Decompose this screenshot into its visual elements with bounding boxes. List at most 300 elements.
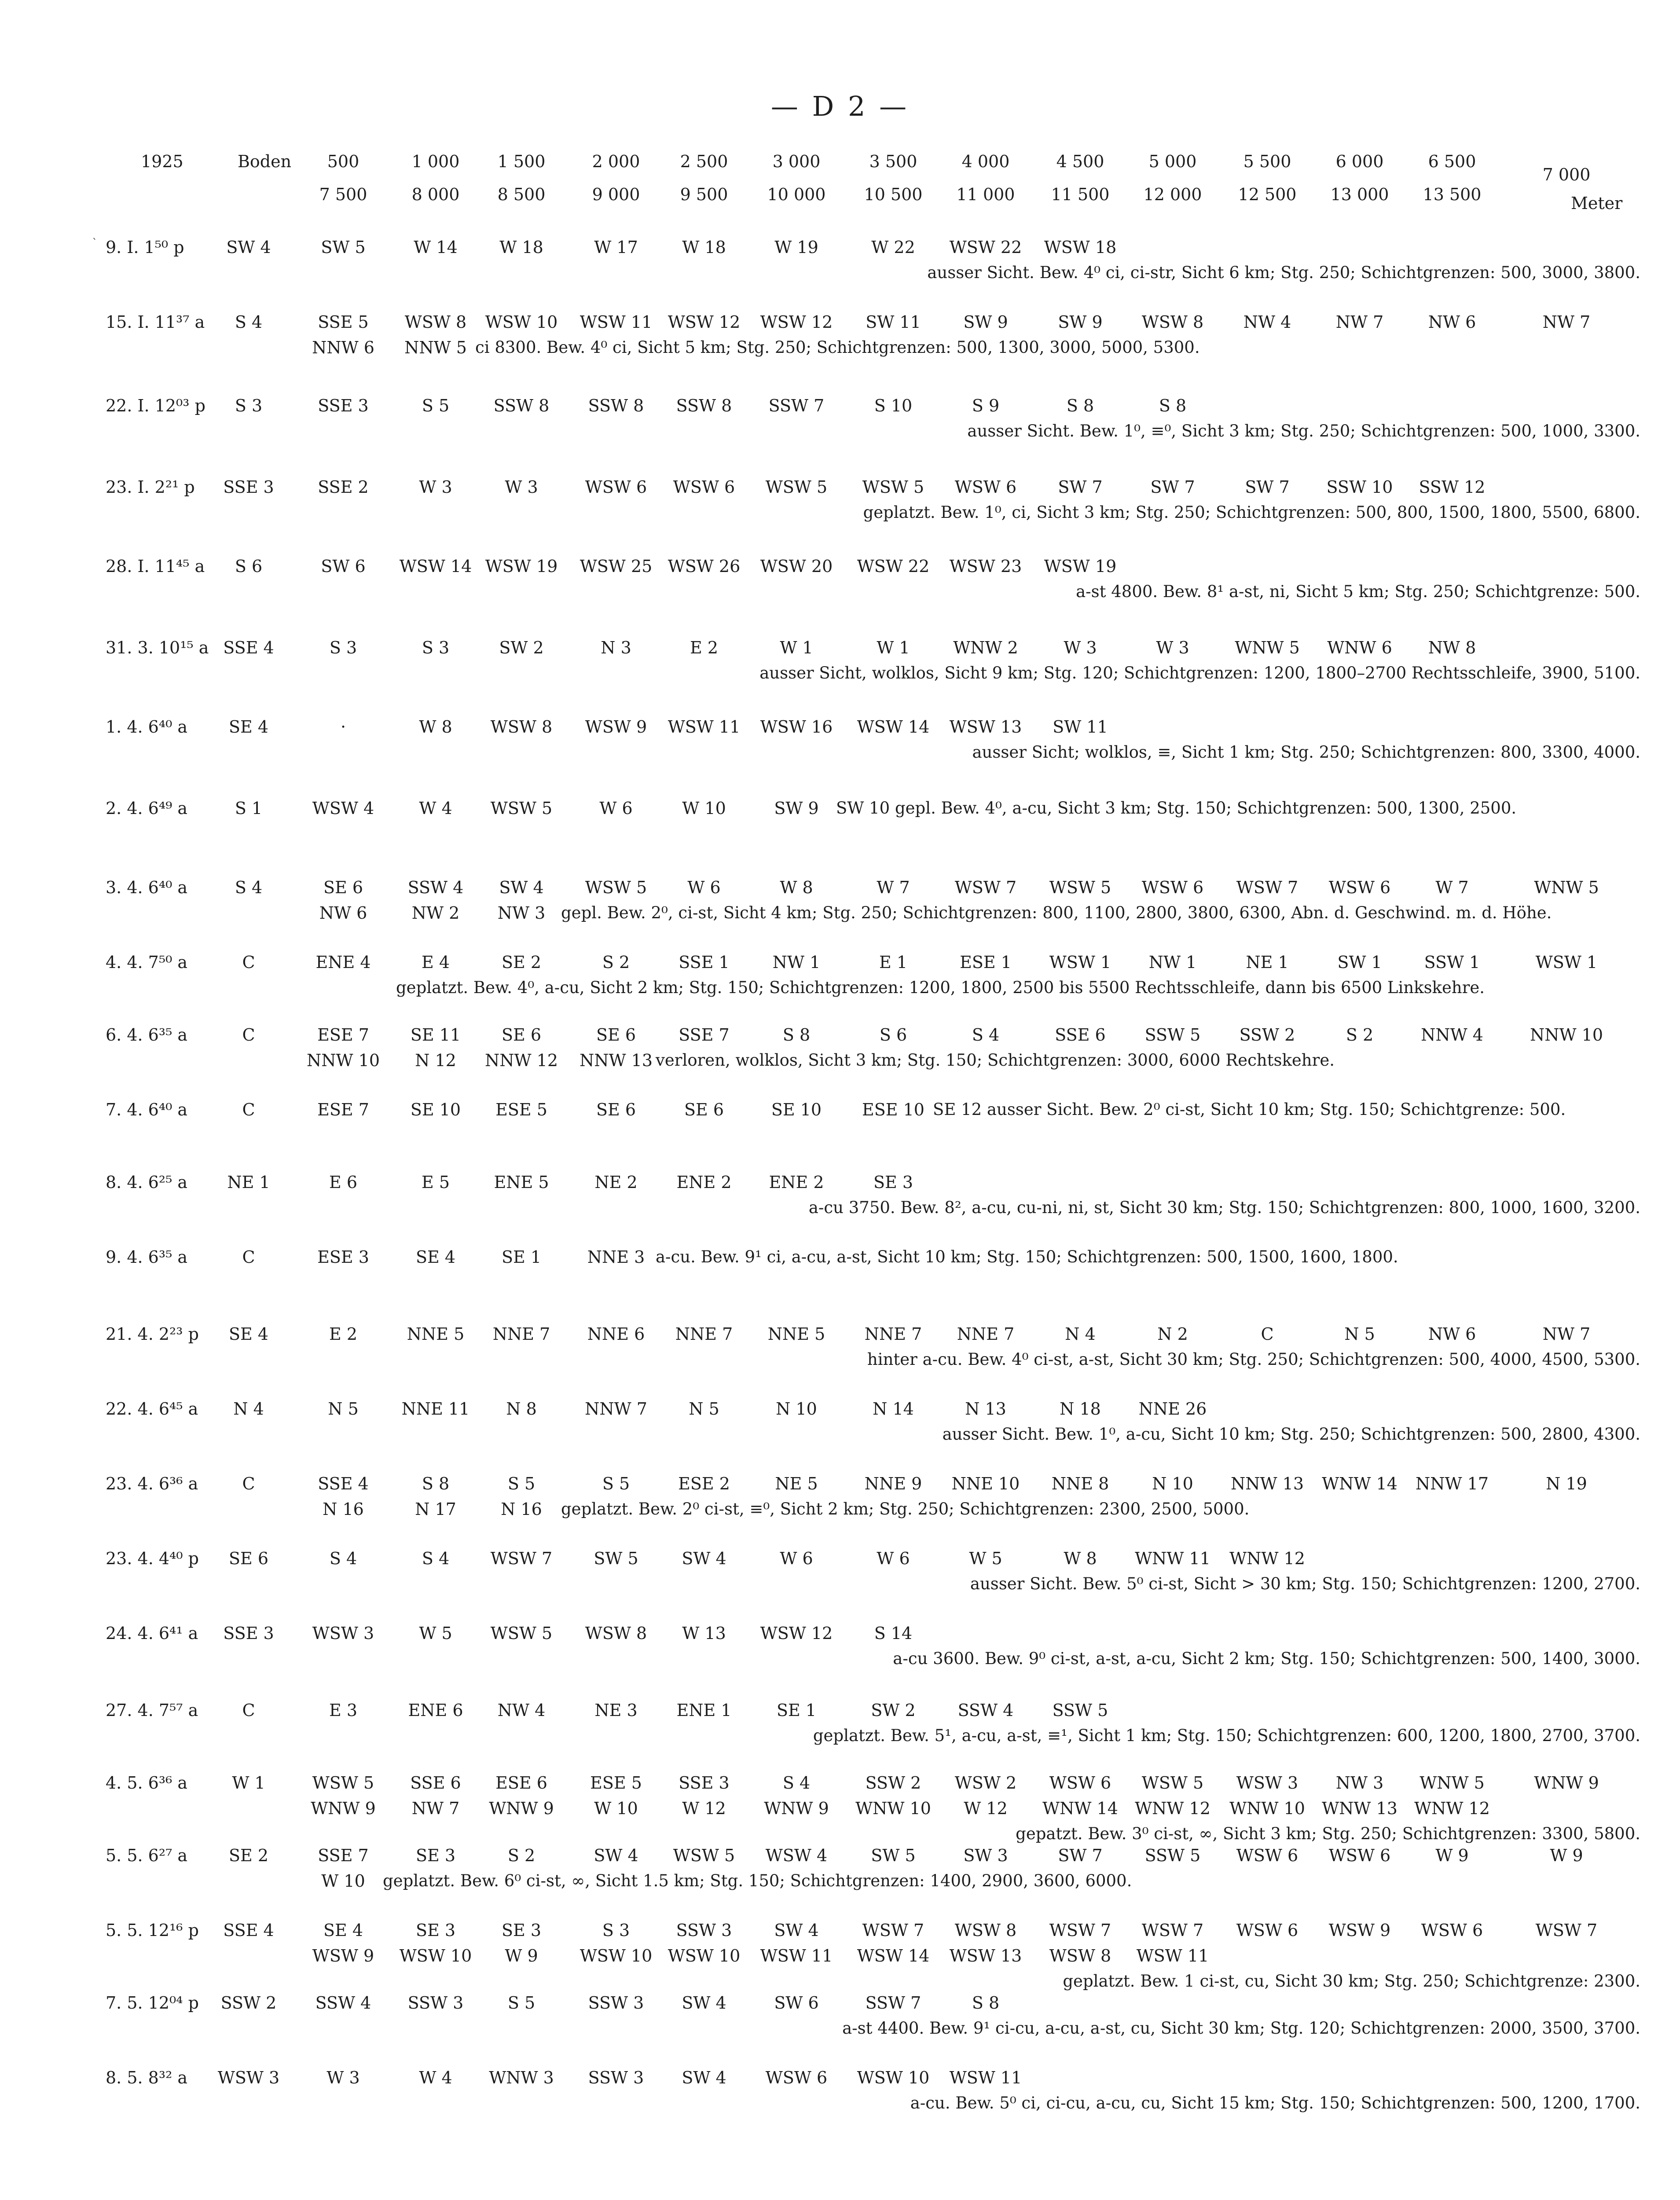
wind-value: WNW 9 xyxy=(1534,1773,1599,1793)
observation-date: 5. 5. 12¹⁶ p xyxy=(106,1921,199,1940)
wind-value: SW 6 xyxy=(321,557,366,576)
wind-value: NNE 10 xyxy=(951,1474,1020,1493)
wind-value: S 8 xyxy=(782,1025,811,1045)
wind-value: S 2 xyxy=(602,953,630,972)
wind-value: SSE 7 xyxy=(679,1025,730,1045)
observation-row xyxy=(0,1100,1680,1166)
wind-value: SSE 3 xyxy=(318,396,369,415)
wind-value: W 3 xyxy=(326,2068,360,2087)
wind-value-upper: WNW 10 xyxy=(1229,1799,1305,1818)
wind-value: SW 2 xyxy=(499,638,544,657)
wind-value: N 4 xyxy=(233,1399,264,1419)
wind-value: SSE 6 xyxy=(410,1773,461,1793)
wind-value: WSW 22 xyxy=(857,557,930,576)
wind-value: S 10 xyxy=(874,396,913,415)
wind-value: NW 3 xyxy=(1335,1773,1384,1793)
wind-value-upper: WNW 13 xyxy=(1322,1799,1398,1818)
wind-value: SSW 5 xyxy=(1144,1025,1201,1045)
wind-value: WSW 1 xyxy=(1535,953,1598,972)
wind-value: W 6 xyxy=(599,799,633,818)
wind-value: ESE 6 xyxy=(495,1773,547,1793)
wind-value: WSW 4 xyxy=(312,799,374,818)
wind-value: W 1 xyxy=(780,638,813,657)
wind-value-upper: WSW 8 xyxy=(1049,1946,1111,1965)
wind-value-upper: W 12 xyxy=(964,1799,1008,1818)
column-header-year: 1925 xyxy=(141,152,183,171)
wind-value: NNE 7 xyxy=(675,1324,733,1344)
wind-value: SW 9 xyxy=(1058,312,1103,332)
wind-value: C xyxy=(242,1100,255,1119)
wind-value: S 2 xyxy=(507,1846,536,1865)
wind-value: SW 4 xyxy=(499,878,544,897)
wind-value-upper: N 16 xyxy=(323,1500,364,1519)
wind-value: WSW 12 xyxy=(760,1624,833,1643)
wind-value-upper: WNW 9 xyxy=(764,1799,829,1818)
wind-value: SSE 4 xyxy=(223,1921,274,1940)
wind-value: W 5 xyxy=(419,1624,452,1643)
observation-date: 9. 4. 6³⁵ a xyxy=(106,1247,188,1267)
wind-value: S 5 xyxy=(422,396,450,415)
observation-row xyxy=(0,2068,1680,2134)
observation-row xyxy=(0,717,1680,783)
observation-date: 27. 4. 7⁵⁷ a xyxy=(106,1701,198,1720)
wind-value: WSW 5 xyxy=(862,477,924,497)
wind-value: ENE 5 xyxy=(494,1173,549,1192)
wind-value: N 5 xyxy=(1344,1324,1375,1344)
wind-value: NW 4 xyxy=(1243,312,1291,332)
wind-value: ESE 7 xyxy=(317,1100,369,1119)
wind-value: W 8 xyxy=(1064,1549,1097,1568)
wind-value: SW 2 xyxy=(871,1701,916,1720)
wind-value: SW 4 xyxy=(682,2068,726,2087)
observation-row xyxy=(0,1173,1680,1239)
wind-value: NNE 7 xyxy=(492,1324,550,1344)
wind-value: WSW 5 xyxy=(673,1846,735,1865)
altitude-label: 13 500 xyxy=(1423,185,1482,204)
wind-value: WSW 10 xyxy=(857,2068,930,2087)
wind-value-upper: WNW 9 xyxy=(489,1799,554,1818)
wind-value: WSW 6 xyxy=(765,2068,828,2087)
wind-value-upper: WNW 14 xyxy=(1042,1799,1118,1818)
wind-value: WSW 19 xyxy=(1044,557,1117,576)
altitude-label: 11 000 xyxy=(956,185,1015,204)
wind-value: SE 1 xyxy=(776,1701,817,1720)
wind-value: SE 6 xyxy=(596,1025,636,1045)
wind-value-upper: NNW 5 xyxy=(404,338,467,357)
observation-row xyxy=(0,1474,1680,1540)
observation-row xyxy=(0,1773,1680,1843)
altitude-label: 9 500 xyxy=(680,185,728,204)
wind-value: SE 4 xyxy=(415,1247,456,1267)
wind-value: WSW 20 xyxy=(760,557,833,576)
ascent-remark: gepl. Bew. 2⁰, ci-st, Sicht 4 km; Stg. 250; Schichtgrenzen: 800, 1100, 2800, 3800, 6300, Abn. d. Geschwind. m. d. Höhe. xyxy=(561,903,1552,922)
wind-value: SSW 3 xyxy=(676,1921,732,1940)
wind-value: ESE 5 xyxy=(495,1100,547,1119)
wind-value-upper: W 9 xyxy=(505,1946,538,1965)
wind-value: NNE 11 xyxy=(401,1399,470,1419)
wind-value: ENE 2 xyxy=(676,1173,732,1192)
wind-value: ENE 2 xyxy=(769,1173,824,1192)
altitude-label: 10 000 xyxy=(767,185,826,204)
wind-value: W 9 xyxy=(1550,1846,1583,1865)
wind-value-upper: WNW 12 xyxy=(1414,1799,1490,1818)
wind-value: ESE 5 xyxy=(590,1773,642,1793)
wind-value: SE 4 xyxy=(228,717,269,737)
observation-row xyxy=(0,1399,1680,1465)
wind-value-upper: WSW 11 xyxy=(760,1946,833,1965)
wind-value: SW 6 xyxy=(774,1993,819,2013)
wind-value: SW 5 xyxy=(871,1846,916,1865)
wind-value: ESE 1 xyxy=(960,953,1012,972)
wind-value: SSE 2 xyxy=(318,477,369,497)
observation-date: 3. 4. 6⁴⁰ a xyxy=(106,878,188,897)
wind-value-upper: NW 3 xyxy=(497,903,546,923)
wind-value: S 6 xyxy=(879,1025,907,1045)
wind-value: WSW 6 xyxy=(673,477,735,497)
wind-value: SSE 3 xyxy=(223,477,274,497)
wind-value: SSE 4 xyxy=(318,1474,369,1493)
wind-value-upper: NNW 12 xyxy=(485,1051,558,1070)
altitude-label: 11 500 xyxy=(1051,185,1110,204)
wind-value-upper: WSW 14 xyxy=(857,1946,930,1965)
ascent-remark: ausser Sicht; wolklos, ≡, Sicht 1 km; Stg. 250; Schichtgrenzen: 800, 3300, 4000. xyxy=(972,743,1640,762)
wind-value: WSW 5 xyxy=(585,878,647,897)
observation-row xyxy=(0,1701,1680,1767)
wind-value: SW 4 xyxy=(226,238,271,257)
wind-value: WSW 7 xyxy=(1535,1921,1598,1940)
wind-value: SSW 1 xyxy=(1424,953,1480,972)
ascent-remark: ci 8300. Bew. 4⁰ ci, Sicht 5 km; Stg. 250; Schichtgrenzen: 500, 1300, 3000, 5000, 5300. xyxy=(475,338,1200,357)
altitude-label: 3 000 xyxy=(772,152,821,171)
wind-value: S 3 xyxy=(329,638,357,657)
wind-value: SSW 3 xyxy=(588,2068,644,2087)
wind-value: S 8 xyxy=(972,1993,1000,2013)
wind-value: NNE 5 xyxy=(407,1324,465,1344)
wind-value: WSW 3 xyxy=(217,2068,280,2087)
wind-value-upper: N 12 xyxy=(415,1051,456,1070)
wind-value: W 1 xyxy=(232,1773,265,1793)
altitude-label: 6 500 xyxy=(1428,152,1476,171)
wind-value: SW 3 xyxy=(963,1846,1008,1865)
wind-value: NW 7 xyxy=(1542,312,1591,332)
wind-value: SW 5 xyxy=(321,238,366,257)
wind-value: · xyxy=(340,717,346,737)
wind-value: NW 1 xyxy=(772,953,821,972)
wind-value: WNW 6 xyxy=(1327,638,1392,657)
wind-value: SE 3 xyxy=(415,1846,456,1865)
wind-value: WSW 23 xyxy=(949,557,1022,576)
wind-value: SE 11 xyxy=(410,1025,461,1045)
wind-value: SW 11 xyxy=(1053,717,1108,737)
wind-value: WSW 8 xyxy=(404,312,467,332)
altitude-label: 7 000 xyxy=(1542,165,1591,184)
wind-value: W 6 xyxy=(877,1549,910,1568)
wind-value: SSW 4 xyxy=(957,1701,1014,1720)
wind-value: E 3 xyxy=(329,1701,357,1720)
altitude-label: 8 000 xyxy=(411,185,460,204)
wind-value: NNW 4 xyxy=(1421,1025,1483,1045)
wind-value: NNE 7 xyxy=(957,1324,1015,1344)
wind-value: SE 2 xyxy=(228,1846,269,1865)
observation-row xyxy=(0,953,1680,1019)
wind-value: WSW 22 xyxy=(949,238,1022,257)
wind-value: SE 4 xyxy=(323,1921,363,1940)
wind-value: NE 2 xyxy=(594,1173,638,1192)
wind-value: S 3 xyxy=(422,638,450,657)
wind-value: S 4 xyxy=(235,878,263,897)
wind-value: NW 4 xyxy=(497,1701,546,1720)
wind-value: S 4 xyxy=(235,312,263,332)
wind-value: NW 6 xyxy=(1428,1324,1476,1344)
wind-value: WSW 12 xyxy=(668,312,741,332)
wind-value: N 19 xyxy=(1546,1474,1587,1493)
wind-value: ESE 3 xyxy=(317,1247,369,1267)
wind-value: NE 1 xyxy=(1246,953,1289,972)
wind-value: NNW 7 xyxy=(585,1399,647,1419)
wind-value-upper: W 12 xyxy=(682,1799,726,1818)
wind-value: W 3 xyxy=(1156,638,1189,657)
wind-value: W 5 xyxy=(969,1549,1002,1568)
wind-value: NNE 26 xyxy=(1138,1399,1207,1419)
wind-value-upper: N 17 xyxy=(415,1500,456,1519)
ascent-remark: verloren, wolklos, Sicht 3 km; Stg. 150; Schichtgrenzen: 3000, 6000 Rechtskehre. xyxy=(656,1051,1335,1070)
wind-value-upper: WNW 10 xyxy=(855,1799,931,1818)
wind-value: E 4 xyxy=(422,953,450,972)
wind-value: N 8 xyxy=(506,1399,537,1419)
scan-mark: ` xyxy=(92,238,97,249)
ascent-remark: SW 10 gepl. Bew. 4⁰, a-cu, Sicht 3 km; Stg. 150; Schichtgrenzen: 500, 1300, 2500. xyxy=(836,799,1517,818)
wind-value: SE 4 xyxy=(228,1324,269,1344)
wind-value: WSW 6 xyxy=(1141,878,1204,897)
observation-date: 22. I. 12⁰³ p xyxy=(106,396,205,415)
wind-value: SSE 7 xyxy=(318,1846,369,1865)
wind-value-upper: W 10 xyxy=(321,1871,365,1891)
wind-value-upper: WSW 10 xyxy=(399,1946,472,1965)
wind-value: WSW 7 xyxy=(954,878,1017,897)
wind-value: NNW 13 xyxy=(1231,1474,1304,1493)
ascent-remark: geplatzt. Bew. 6⁰ ci-st, ∞, Sicht 1.5 km; Stg. 150; Schichtgrenzen: 1400, 2900, 3600, 6000. xyxy=(383,1871,1132,1890)
wind-value: S 3 xyxy=(602,1921,630,1940)
wind-value: WSW 8 xyxy=(585,1624,647,1643)
wind-value-upper: NNW 13 xyxy=(580,1051,653,1070)
wind-value: S 14 xyxy=(874,1624,913,1643)
wind-value: W 18 xyxy=(499,238,543,257)
wind-value: S 9 xyxy=(972,396,1000,415)
wind-value: NE 1 xyxy=(227,1173,270,1192)
wind-value: SE 6 xyxy=(501,1025,542,1045)
wind-value: WSW 25 xyxy=(580,557,653,576)
wind-value: SSE 6 xyxy=(1055,1025,1106,1045)
wind-value: WSW 9 xyxy=(585,717,647,737)
wind-value: S 3 xyxy=(235,396,263,415)
wind-value: SE 3 xyxy=(415,1921,456,1940)
wind-value: WSW 11 xyxy=(668,717,741,737)
wind-value: SSE 1 xyxy=(679,953,730,972)
wind-value: N 4 xyxy=(1065,1324,1096,1344)
ascent-remark: a-cu. Bew. 9¹ ci, a-cu, a-st, Sicht 10 km; Stg. 150; Schichtgrenzen: 500, 1500, 1600, 1800. xyxy=(656,1247,1398,1266)
wind-value: NNE 6 xyxy=(587,1324,645,1344)
observation-row xyxy=(0,1846,1680,1912)
wind-value: WSW 7 xyxy=(1049,1921,1111,1940)
wind-value: ENE 1 xyxy=(676,1701,732,1720)
observation-date: 23. 4. 4⁴⁰ p xyxy=(106,1549,199,1568)
wind-value: WSW 1 xyxy=(1049,953,1111,972)
observation-row xyxy=(0,238,1680,304)
wind-value: N 13 xyxy=(965,1399,1006,1419)
wind-value: SW 4 xyxy=(682,1993,726,2013)
wind-value: SW 7 xyxy=(1150,477,1195,497)
wind-value: SSW 8 xyxy=(676,396,732,415)
wind-value: WSW 11 xyxy=(949,2068,1022,2087)
wind-value: SSW 7 xyxy=(865,1993,921,2013)
wind-value: S 4 xyxy=(972,1025,1000,1045)
wind-value: SSW 5 xyxy=(1144,1846,1201,1865)
altitude-label: 7 500 xyxy=(319,185,367,204)
ascent-remark: a-cu 3750. Bew. 8², a-cu, cu-ni, ni, st, Sicht 30 km; Stg. 150; Schichtgrenzen: 800, 1000, 1600, 3200. xyxy=(808,1198,1640,1217)
wind-value-upper: WSW 9 xyxy=(312,1946,374,1965)
wind-value: SSW 8 xyxy=(588,396,644,415)
wind-value: NNW 10 xyxy=(1530,1025,1603,1045)
ascent-remark: ausser Sicht. Bew. 4⁰ ci, ci-str, Sicht 6 km; Stg. 250; Schichtgrenzen: 500, 3000, 3800. xyxy=(927,263,1640,282)
altitude-label: 500 xyxy=(327,152,359,171)
wind-value: SE 2 xyxy=(501,953,542,972)
wind-value: WSW 8 xyxy=(490,717,553,737)
observation-row xyxy=(0,396,1680,462)
wind-value: E 2 xyxy=(690,638,718,657)
altitude-label: 2 000 xyxy=(592,152,640,171)
observation-date: 9. I. 1⁵⁰ p xyxy=(106,238,184,257)
wind-value: WSW 7 xyxy=(1141,1921,1204,1940)
wind-value: WSW 16 xyxy=(760,717,833,737)
wind-value: WNW 14 xyxy=(1322,1474,1398,1493)
wind-value: S 2 xyxy=(1346,1025,1374,1045)
wind-value: WNW 5 xyxy=(1235,638,1300,657)
wind-value: WSW 14 xyxy=(399,557,472,576)
wind-value: NE 5 xyxy=(775,1474,818,1493)
wind-value: W 4 xyxy=(419,799,452,818)
wind-value: SSW 12 xyxy=(1419,477,1486,497)
altitude-label: 9 000 xyxy=(592,185,640,204)
wind-value: W 4 xyxy=(419,2068,452,2087)
observation-date: 23. I. 2²¹ p xyxy=(106,477,195,497)
wind-value: C xyxy=(242,953,255,972)
wind-value: SSE 3 xyxy=(679,1773,730,1793)
ascent-remark: a-cu 3600. Bew. 9⁰ ci-st, a-st, a-cu, Sicht 2 km; Stg. 150; Schichtgrenzen: 500, 1400, 3000. xyxy=(893,1649,1640,1668)
wind-value-upper: N 16 xyxy=(501,1500,542,1519)
wind-value-upper: NNW 10 xyxy=(307,1051,380,1070)
wind-value: W 6 xyxy=(780,1549,813,1568)
wind-value: WSW 19 xyxy=(485,557,558,576)
wind-value: W 19 xyxy=(774,238,818,257)
wind-value: W 18 xyxy=(682,238,726,257)
wind-value: SW 4 xyxy=(594,1846,638,1865)
wind-value: S 4 xyxy=(782,1773,811,1793)
observation-date: 6. 4. 6³⁵ a xyxy=(106,1025,188,1045)
wind-value-upper: WSW 11 xyxy=(1136,1946,1209,1965)
wind-value: N 5 xyxy=(328,1399,359,1419)
wind-value: W 8 xyxy=(419,717,452,737)
wind-value: N 14 xyxy=(873,1399,914,1419)
wind-value: WSW 5 xyxy=(312,1773,374,1793)
wind-value: S 1 xyxy=(235,799,263,818)
ascent-remark: gepatzt. Bew. 3⁰ ci-st, ∞, Sicht 3 km; Stg. 250; Schichtgrenzen: 3300, 5800. xyxy=(1016,1824,1640,1843)
wind-value: W 14 xyxy=(414,238,458,257)
observation-date: 7. 4. 6⁴⁰ a xyxy=(106,1100,188,1119)
observation-row xyxy=(0,557,1680,623)
wind-value: C xyxy=(242,1247,255,1267)
wind-value: W 3 xyxy=(1064,638,1097,657)
wind-value: SSE 3 xyxy=(223,1624,274,1643)
ascent-remark: ausser Sicht. Bew. 1⁰, a-cu, Sicht 10 km; Stg. 250; Schichtgrenzen: 500, 2800, 4300. xyxy=(942,1425,1640,1444)
wind-value: WSW 4 xyxy=(765,1846,828,1865)
wind-value: WSW 2 xyxy=(954,1773,1017,1793)
wind-value: SSW 3 xyxy=(407,1993,464,2013)
altitude-label: 8 500 xyxy=(497,185,546,204)
wind-value: S 4 xyxy=(329,1549,357,1568)
wind-value: SE 3 xyxy=(501,1921,542,1940)
wind-value: SE 3 xyxy=(873,1173,913,1192)
wind-value: WSW 6 xyxy=(1236,1921,1299,1940)
observation-row xyxy=(0,312,1680,378)
wind-value: NNE 7 xyxy=(864,1324,922,1344)
wind-value: WNW 11 xyxy=(1135,1549,1210,1568)
wind-value: E 1 xyxy=(879,953,907,972)
wind-value: S 4 xyxy=(422,1549,450,1568)
wind-value: N 5 xyxy=(689,1399,719,1419)
ascent-remark: a-st 4800. Bew. 8¹ a-st, ni, Sicht 5 km; Stg. 250; Schichtgrenze: 500. xyxy=(1076,582,1640,601)
observation-date: 15. I. 11³⁷ a xyxy=(106,312,205,332)
wind-value: W 6 xyxy=(687,878,721,897)
wind-value: ENE 6 xyxy=(408,1701,463,1720)
wind-value-upper: WSW 10 xyxy=(580,1946,653,1965)
wind-value-upper: NW 6 xyxy=(319,903,367,923)
wind-value: W 8 xyxy=(780,878,813,897)
wind-value: WSW 12 xyxy=(760,312,833,332)
observation-date: 7. 5. 12⁰⁴ p xyxy=(106,1993,199,2013)
wind-value: SSE 5 xyxy=(318,312,369,332)
observation-date: 28. I. 11⁴⁵ a xyxy=(106,557,205,576)
wind-value: WSW 5 xyxy=(490,1624,553,1643)
observation-row xyxy=(0,477,1680,543)
wind-value: SW 7 xyxy=(1058,1846,1103,1865)
wind-value: S 5 xyxy=(507,1993,536,2013)
ascent-remark: hinter a-cu. Bew. 4⁰ ci-st, a-st, Sicht 30 km; Stg. 250; Schichtgrenzen: 500, 4000, 4500, 5300. xyxy=(867,1350,1640,1369)
altitude-label: 10 500 xyxy=(864,185,923,204)
wind-value: SE 10 xyxy=(771,1100,822,1119)
wind-value: SW 5 xyxy=(594,1549,638,1568)
wind-value: SSW 8 xyxy=(493,396,550,415)
wind-value: SW 9 xyxy=(963,312,1008,332)
wind-value: C xyxy=(242,1025,255,1045)
wind-value: WSW 26 xyxy=(668,557,741,576)
page-header: — D 2 — xyxy=(770,90,910,122)
wind-value: WSW 13 xyxy=(949,717,1022,737)
wind-value-upper: WSW 13 xyxy=(949,1946,1022,1965)
observation-row xyxy=(0,1025,1680,1091)
wind-value: SW 9 xyxy=(774,799,819,818)
wind-value: WNW 5 xyxy=(1534,878,1599,897)
wind-value: WSW 5 xyxy=(1141,1773,1204,1793)
column-header-unit: Meter xyxy=(1571,194,1623,213)
wind-value: WSW 5 xyxy=(1049,878,1111,897)
wind-value: SE 6 xyxy=(596,1100,636,1119)
ascent-remark: geplatzt. Bew. 4⁰, a-cu, Sicht 2 km; Stg. 150; Schichtgrenzen: 1200, 1800, 2500 bis 5500 Rechtsschleife, dann bis 6500 Linkskehre. xyxy=(396,978,1485,997)
wind-value: WSW 5 xyxy=(490,799,553,818)
altitude-label: 12 500 xyxy=(1238,185,1297,204)
wind-value: NNE 3 xyxy=(587,1247,645,1267)
altitude-label: 3 500 xyxy=(869,152,917,171)
wind-value: WSW 6 xyxy=(954,477,1017,497)
